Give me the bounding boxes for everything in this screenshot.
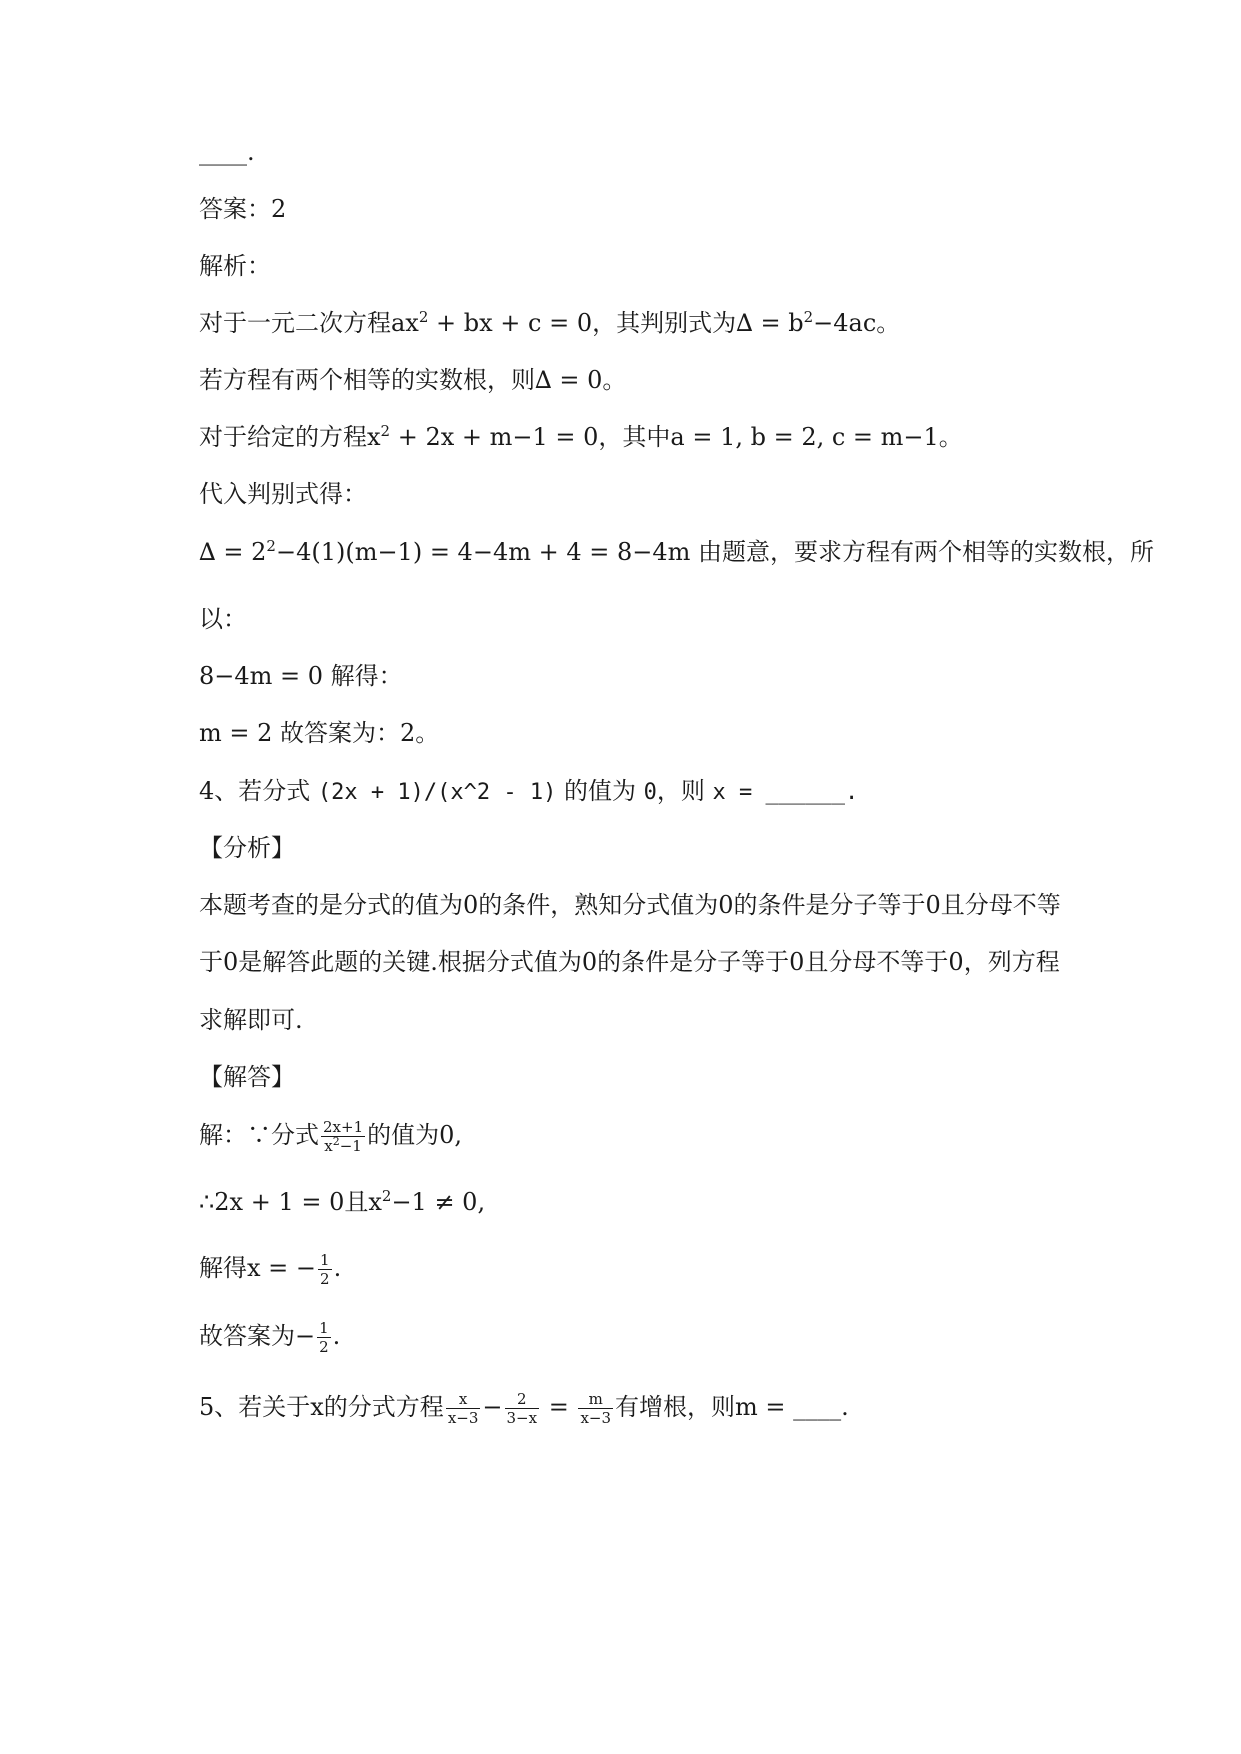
question-4 <box>199 775 858 809</box>
numerator: x <box>446 1390 481 1409</box>
numerator: m <box>578 1390 613 1409</box>
denominator: 2 <box>319 1338 329 1356</box>
exponent: 2 <box>803 308 814 326</box>
given-equation-line <box>199 421 963 453</box>
analysis-section-heading <box>199 832 295 864</box>
numerator: 2 <box>505 1390 540 1409</box>
text: 4、若分式 <box>199 777 311 805</box>
text: 8−4m = 0 解得： <box>199 662 403 690</box>
text: −4(1)(m−1) = 4−4m + 4 = 8−4m 由题意，要求方程有两个相等的实数根，所 <box>275 538 1155 566</box>
fraction <box>321 1118 365 1155</box>
paragraph-line <box>199 946 1060 978</box>
operator: = <box>541 1393 577 1421</box>
numerator: 2x+1 <box>323 1118 364 1136</box>
text: 答案：2 <box>199 195 287 223</box>
text: 【分析】 <box>199 834 295 862</box>
solution-heading <box>199 1061 295 1093</box>
text: 对于一元二次方程ax <box>199 309 419 337</box>
text: 代入判别式得： <box>199 480 367 508</box>
text: ∴2x + 1 = 0且x <box>199 1188 382 1216</box>
denominator: x−3 <box>580 1409 612 1427</box>
numerator: 1 <box>319 1319 329 1337</box>
equal-roots-line <box>199 364 626 396</box>
paragraph-line <box>199 1004 303 1036</box>
paragraph-line <box>199 889 1061 921</box>
exponent: 2 <box>332 1135 340 1148</box>
text: 解：∵分式 <box>199 1121 319 1149</box>
analysis-heading <box>199 250 271 282</box>
text: 求解即可. <box>199 1006 303 1034</box>
fraction <box>505 1390 540 1427</box>
text: + bx + c = 0，其判别式为∆ = b <box>428 309 804 337</box>
solution-line-3 <box>199 1251 341 1288</box>
denominator: x−3 <box>447 1409 479 1427</box>
result-line <box>199 717 439 749</box>
solution-line-2 <box>199 1186 485 1218</box>
text: + 2x + m−1 = 0，其中a = 1, b = 2, c = m−1。 <box>390 423 963 451</box>
exponent: 2 <box>418 308 429 326</box>
text: 本题考查的是分式的值为0的条件，熟知分式值为0的条件是分子等于0且分母不等 <box>199 891 1061 919</box>
substitute-line <box>199 478 367 510</box>
denominator: 2 <box>320 1270 330 1288</box>
fraction <box>317 1319 331 1356</box>
text: m = 2 故答案为：2。 <box>199 719 440 747</box>
solve-line <box>199 660 403 692</box>
exponent: 2 <box>380 422 391 440</box>
operator: − <box>482 1393 503 1421</box>
calculation-line <box>199 536 1154 568</box>
text: 解析： <box>199 252 271 280</box>
text: 对于给定的方程x <box>199 423 381 451</box>
text: 故答案为− <box>199 1322 316 1350</box>
exponent: 2 <box>381 1187 392 1205</box>
text: 有增根，则m = ____. <box>615 1393 849 1421</box>
text: . <box>333 1254 342 1282</box>
fraction <box>578 1390 613 1427</box>
exponent: 2 <box>266 537 276 555</box>
solution-line-4 <box>199 1319 340 1356</box>
text: 以： <box>199 605 247 633</box>
text: x <box>324 1137 333 1155</box>
expression: (2x + 1)/(x^2 - 1) <box>317 780 557 805</box>
answer-line <box>199 193 286 225</box>
denominator <box>321 1137 365 1155</box>
text: 的值为 <box>563 777 636 805</box>
text: 若方程有两个相等的实数根，则∆ = 0。 <box>199 366 627 394</box>
answer-blank: x = ______. <box>712 780 859 805</box>
continuation-line <box>199 603 247 635</box>
text: ____. <box>199 138 255 166</box>
solution-line-1 <box>199 1118 462 1155</box>
text: 【解答】 <box>199 1063 295 1091</box>
text: −1 ≠ 0, <box>391 1188 486 1216</box>
text: ∆ = 2 <box>199 538 267 566</box>
fraction <box>318 1251 332 1288</box>
numerator: 1 <box>320 1251 330 1269</box>
text: . <box>332 1322 341 1350</box>
text: 于0是解答此题的关键.根据分式值为0的条件是分子等于0且分母不等于0，列方程 <box>199 948 1060 976</box>
fraction <box>446 1390 481 1427</box>
question-5 <box>199 1390 849 1427</box>
denominator: 3−x <box>506 1409 538 1427</box>
text: ，则 <box>656 777 705 805</box>
discriminant-line <box>199 307 900 339</box>
value: 0 <box>643 780 657 805</box>
text: 解得x = − <box>199 1254 317 1282</box>
blank-line <box>199 136 255 168</box>
text: 的值为0, <box>367 1121 463 1149</box>
text: 5、若关于x的分式方程 <box>199 1393 444 1421</box>
text: −1 <box>339 1137 362 1155</box>
text: −4ac。 <box>813 309 901 337</box>
